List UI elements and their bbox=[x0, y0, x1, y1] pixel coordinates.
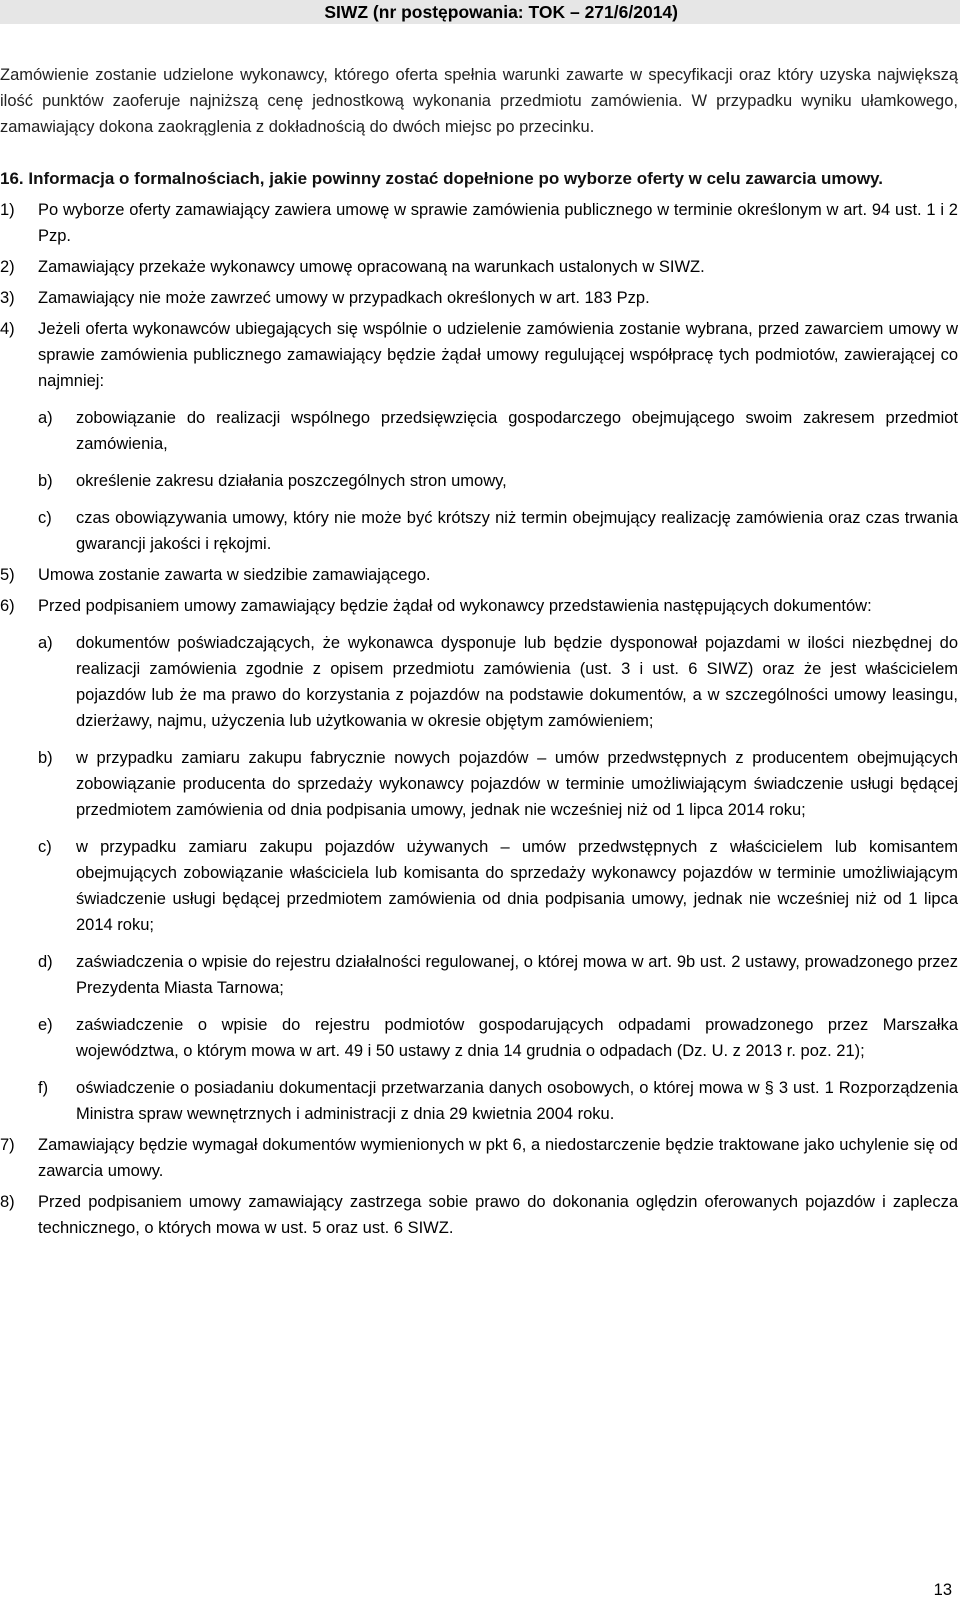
item-number: 5) bbox=[0, 566, 15, 584]
sub-item bbox=[38, 949, 958, 1001]
item-text: Jeżeli oferta wykonawców ubiegających się wspólnie o udzielenie zamówienia zostanie wybrana, przed zawarciem umowy w sprawie zamówienia publicznego zamawiający będzie żądał umowy regulującej współpracę tych podmiotów, zawierającej co najmniej: bbox=[38, 320, 958, 390]
sub-item-letter: d) bbox=[38, 953, 53, 971]
sub-item-text: czas obowiązywania umowy, który nie może być krótszy niż termin obejmujący realizację zamówienia oraz czas trwania gwarancji jakości i rękojmi. bbox=[76, 509, 958, 553]
list-item bbox=[0, 197, 958, 249]
sub-item-letter: b) bbox=[38, 472, 53, 490]
item-number: 4) bbox=[0, 320, 15, 338]
list-item bbox=[0, 316, 958, 557]
list-item bbox=[0, 285, 958, 311]
intro-paragraph: Zamówienie zostanie udzielone wykonawcy, którego oferta spełnia warunki zawarte w specyfikacji oraz który uzyska największą ilość punktów zaoferuje najniższą cenę jednostkową wykonania przedmiotu zamówienia. W przypadku wyniku ułamkowego, zamawiający dokona zaokrąglenia z dokładnością do dwóch miejsc po przecinku. bbox=[0, 66, 958, 136]
sub-item-letter: a) bbox=[38, 634, 53, 652]
item-number: 8) bbox=[0, 1193, 15, 1211]
page-header bbox=[0, 0, 960, 24]
sub-item bbox=[38, 505, 958, 557]
sub-item-letter: f) bbox=[38, 1079, 49, 1097]
list-item bbox=[0, 1132, 958, 1184]
sub-item bbox=[38, 1012, 958, 1064]
item-text: Przed podpisaniem umowy zamawiający zastrzega sobie prawo do dokonania oględzin oferowanych pojazdów i zaplecza technicznego, o których mowa w ust. 5 oraz ust. 6 SIWZ. bbox=[38, 1193, 958, 1237]
sub-item-letter: b) bbox=[38, 749, 53, 767]
list-item bbox=[0, 562, 958, 588]
sub-item bbox=[38, 834, 958, 938]
sub-item bbox=[38, 630, 958, 734]
sub-item-text: w przypadku zamiaru zakupu pojazdów używanych – umów przedwstępnych z właścicielem lub komisantem obejmujących zobowiązanie właściciela lub komisanta do sprzedaży wykonawcy pojazdów w terminie umożliwiającym świadczenie usługi będącej przedmiotem zamówienia od dnia podpisania umowy, jednak nie wcześniej niż od 1 lipca 2014 roku; bbox=[76, 838, 958, 934]
item-text: Zamawiający nie może zawrzeć umowy w przypadkach określonych w art. 183 Pzp. bbox=[38, 289, 650, 307]
item-text: Przed podpisaniem umowy zamawiający będzie żądał od wykonawcy przedstawienia następujących dokumentów: bbox=[38, 597, 872, 615]
list-item bbox=[0, 593, 958, 1127]
sub-item-text: zaświadczenia o wpisie do rejestru działalności regulowanej, o której mowa w art. 9b ust. 2 ustawy, prowadzonego przez Prezydenta Miasta Tarnowa; bbox=[76, 953, 958, 997]
item-number: 6) bbox=[0, 597, 15, 615]
item-text: Umowa zostanie zawarta w siedzibie zamawiającego. bbox=[38, 566, 431, 584]
sub-item-letter: c) bbox=[38, 838, 52, 856]
sub-item-text: oświadczenie o posiadaniu dokumentacji przetwarzania danych osobowych, o której mowa w § 3 ust. 1 Rozporządzenia Ministra spraw wewnętrznych i administracji z dnia 29 kwietnia 2004 roku. bbox=[76, 1079, 958, 1123]
document-body bbox=[0, 62, 958, 1241]
sub-item-text: określenie zakresu działania poszczególnych stron umowy, bbox=[76, 472, 507, 490]
page-number: 13 bbox=[933, 1581, 952, 1599]
sub-item bbox=[38, 1075, 958, 1127]
sub-item-text: zobowiązanie do realizacji wspólnego przedsięwzięcia gospodarczego obejmującego swoim zakresem przedmiot zamówienia, bbox=[76, 409, 958, 453]
item-number: 7) bbox=[0, 1136, 15, 1154]
item-text: Po wyborze oferty zamawiający zawiera umowę w sprawie zamówienia publicznego w terminie określonym w art. 94 ust. 1 i 2 Pzp. bbox=[38, 201, 958, 245]
sub-item bbox=[38, 468, 958, 494]
sub-item-letter: c) bbox=[38, 509, 52, 527]
sub-item-text: w przypadku zamiaru zakupu fabrycznie nowych pojazdów – umów przedwstępnych z producentem obejmujących zobowiązanie producenta do sprzedaży wykonawcy pojazdów w terminie umożliwiającym świadczenie usługi będącej przedmiotem zamówienia od dnia podpisania umowy, jednak nie wcześniej niż od 1 lipca 2014 roku; bbox=[76, 749, 958, 819]
sub-item bbox=[38, 745, 958, 823]
list-item bbox=[0, 254, 958, 280]
sub-item bbox=[38, 405, 958, 457]
sub-item-letter: a) bbox=[38, 409, 53, 427]
item-number: 2) bbox=[0, 258, 15, 276]
item-text: Zamawiający przekaże wykonawcy umowę opracowaną na warunkach ustalonych w SIWZ. bbox=[38, 258, 705, 276]
item-number: 3) bbox=[0, 289, 15, 307]
section-heading: 16. Informacja o formalnościach, jakie powinny zostać dopełnione po wyborze oferty w celu zawarcia umowy. bbox=[0, 169, 883, 188]
item-text: Zamawiający będzie wymagał dokumentów wymienionych w pkt 6, a niedostarczenie będzie traktowane jako uchylenie się od zawarcia umowy. bbox=[38, 1136, 958, 1180]
list-item bbox=[0, 1189, 958, 1241]
sub-item-text: dokumentów poświadczających, że wykonawca dysponuje lub będzie dysponował pojazdami w ilości niezbędnej do realizacji zamówienia zgodnie z opisem przedmiotu zamówienia (ust. 3 i ust. 6 SIWZ) oraz że jest właścicielem pojazdów lub że ma prawo do korzystania z pojazdów na podstawie dokumentów, a w szczególności umowy leasingu, dzierżawy, najmu, użyczenia lub użytkowania w okresie objętym zamówieniem; bbox=[76, 634, 958, 730]
item-number: 1) bbox=[0, 201, 15, 219]
sub-item-text: zaświadczenie o wpisie do rejestru podmiotów gospodarujących odpadami prowadzonego przez Marszałka województwa, o którym mowa w art. 49 i 50 ustawy z dnia 14 grudnia o odpadach (Dz. U. z 2013 r. poz. 21); bbox=[76, 1016, 958, 1060]
header-title: SIWZ (nr postępowania: TOK – 271/6/2014) bbox=[324, 2, 678, 22]
sub-item-letter: e) bbox=[38, 1016, 53, 1034]
